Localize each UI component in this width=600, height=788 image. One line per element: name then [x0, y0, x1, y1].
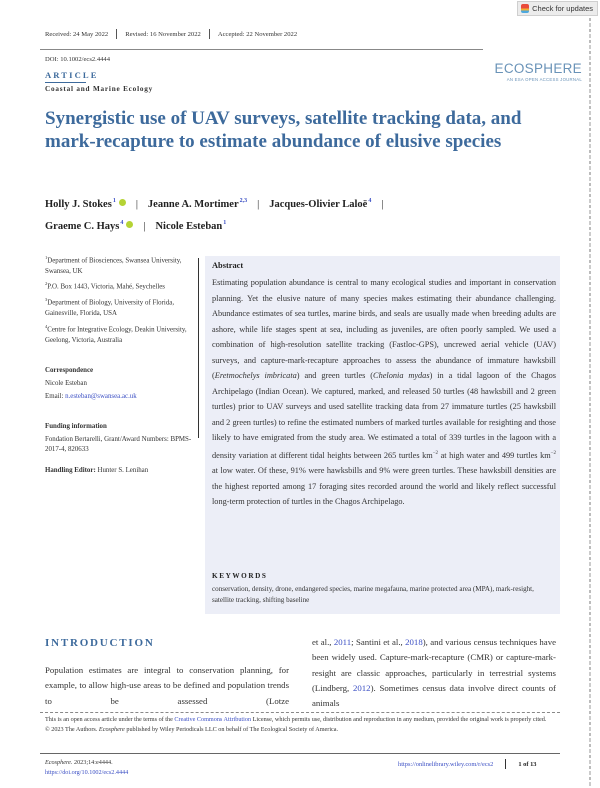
citation-link[interactable]: 2012: [352, 682, 371, 693]
affiliation-text: Department of Biology, University of Florida, Gainesville, Florida, USA: [45, 299, 175, 318]
abstract-text: [212, 275, 556, 510]
keywords-heading: KEYWORDS: [212, 572, 268, 580]
divider: [209, 29, 210, 39]
revised-date: Revised: 16 November 2022: [125, 30, 201, 38]
affiliation-marker[interactable]: 1: [112, 198, 116, 204]
copyright-line: [45, 725, 565, 735]
author-name: Jacques-Olivier Laloë: [269, 199, 368, 210]
affiliation-number: 4: [45, 323, 48, 329]
correspondence-heading: Correspondence: [45, 367, 94, 375]
author[interactable]: [148, 199, 247, 210]
species-name: Chelonia mydas: [373, 371, 430, 381]
affiliation: [45, 295, 200, 319]
correspondence-email-line: [45, 392, 200, 403]
affiliation: [45, 253, 200, 277]
affiliation-marker[interactable]: 2,3: [239, 198, 248, 204]
author-name: Holly J. Stokes: [45, 199, 112, 210]
author[interactable]: [269, 199, 371, 210]
orcid-icon[interactable]: [119, 199, 126, 206]
license-part: License, which permits use, distribution and reproduction in any medium, provided the original work is properly cited.: [251, 716, 547, 723]
article-dates: [45, 29, 297, 39]
journal-url-link[interactable]: https://onlinelibrary.wiley.com/r/ecs2: [398, 760, 494, 768]
affiliation-text: Centre for Integrative Ecology, Deakin University, Geelong, Victoria, Australia: [45, 326, 187, 344]
exponent: −2: [550, 451, 556, 457]
species-name: Eretmochelys imbricata: [214, 371, 297, 381]
journal-name: ECOSPHERE: [494, 61, 582, 76]
citation-link[interactable]: 2018: [405, 637, 423, 647]
exponent: −2: [432, 451, 439, 457]
keywords-text: conservation, density, drone, endangered species, marine megafauna, marine protected area (MPA), mark-resight, satellite tracking, shifting baseline: [212, 585, 534, 604]
affiliation-number: 2: [45, 281, 48, 287]
handling-editor-label: Handling Editor:: [45, 466, 96, 474]
article-info-column: [45, 253, 200, 479]
author[interactable]: [45, 199, 126, 210]
affiliation: [45, 279, 200, 293]
affiliation-text: P.O. Box 1443, Victoria, Mahé, Seychelles: [47, 283, 165, 291]
check-for-updates-button[interactable]: [517, 1, 598, 16]
citation-link[interactable]: 2011: [333, 637, 352, 647]
email-label: Email:: [45, 392, 66, 400]
copyright-journal: Ecosphere: [98, 726, 125, 733]
abstract-part: at low water. Of these, 91% were hawksbills and 9% were green turtles. These hawksbill densities are the highest reported among 17 foraging sites recorded around the world and likely reflect successful long-term protection of turtles in the Chagos Archipelago.: [212, 466, 556, 507]
license-part: This is an open access article under the terms of the: [45, 716, 175, 723]
affiliation-marker[interactable]: 1: [223, 220, 227, 226]
author-name: Graeme C. Hays: [45, 221, 120, 232]
intro-text: ). Sometimes census data involve direct counts of animals: [312, 682, 556, 709]
intro-text: ; Santini et al.,: [351, 637, 406, 647]
affiliation-marker[interactable]: 4: [368, 198, 372, 204]
header-rule: [40, 49, 483, 50]
citation-footer: [45, 758, 128, 777]
doi: DOI: 10.1002/ecs2.4444: [45, 56, 111, 63]
abstract-part: at high water and 499 turtles km: [438, 450, 551, 460]
author-list: [45, 192, 515, 236]
download-watermark-strip: [586, 18, 594, 788]
intro-text: et al.,: [312, 637, 334, 647]
copyright-part: © 2023 The Authors.: [45, 726, 99, 733]
introduction-right-column: [312, 635, 556, 711]
author-name: Jeanne A. Mortimer: [147, 199, 239, 210]
citation-journal: Ecosphere.: [45, 759, 73, 766]
license-line: [45, 715, 565, 725]
handling-editor: [45, 466, 200, 477]
abstract-part: ) in a tidal lagoon of the Chagos Archipelago (Indian Ocean). We captured, marked, and released 50 turtles (48 hawksbill and 2 green turtles) prior to UAV surveys and used satellite tracking data from 27 immature turtles (25 hawksbill and 2 green turtles) to refine the estimated numbers of marked turtles available for resighting and those likely to have emigrated from the study area. We estimated a total of 339 turtles in the lagoon with a density variation at different tidal heights between 265 turtles km: [212, 371, 557, 460]
doi-link[interactable]: https://doi.org/10.1002/ecs2.4444: [45, 768, 129, 776]
separator: |: [381, 199, 384, 210]
article-type: ARTICLE: [45, 70, 99, 80]
affiliation: [45, 322, 200, 346]
page-number: 1 of 13: [518, 760, 537, 768]
copyright-part: published by Wiley Periodicals LLC on behalf of The Ecological Society of America.: [124, 726, 339, 733]
abstract-part: Estimating population abundance is central to many ecological studies and important in conservation planning. Yet the elusive nature of many species makes estimating their abundance challenging. Abundance estimates of sea turtles, marine birds, and seals are usually made when breeding adults are ashore, while life stages spent at sea, including as juveniles, are often poorly sampled. We used a combination of high-resolution satellite tracking (Fastloc-GPS), uncrewed aerial vehicle (UAV) surveys, and capture-mark-recapture approaches to assess the abundance of immature hawksbill (: [212, 278, 556, 381]
affiliation-number: 1: [45, 255, 48, 260]
license-text: [45, 715, 565, 735]
crossmark-icon: [521, 4, 529, 13]
separator: |: [257, 199, 260, 210]
footnote-divider: [40, 712, 560, 713]
journal-logo: [462, 61, 582, 82]
footer-right: [398, 759, 536, 769]
funding-text: Fondation Bertarelli, Grant/Award Numbers: BPMS-2017-4, 820633: [45, 435, 192, 454]
handling-editor-name: Hunter S. Lenihan: [97, 466, 149, 474]
received-date: Received: 24 May 2022: [45, 30, 109, 38]
separator: |: [135, 199, 138, 210]
introduction-left-column: Population estimates are integral to conservation planning, for example, to allow high-use areas to be defined and population trends to be assessed (Lotze: [45, 665, 289, 706]
correspondence-name: Nicole Esteban: [45, 379, 87, 387]
orcid-icon[interactable]: [126, 221, 133, 228]
footer-rule: [40, 753, 560, 754]
affiliation-number: 3: [45, 297, 48, 303]
divider: [505, 759, 506, 769]
accepted-date: Accepted: 22 November 2022: [217, 30, 298, 38]
separator: |: [143, 221, 146, 232]
abstract-part: ) and green turtles (: [296, 371, 374, 381]
check-for-updates-label: Check for updates: [532, 4, 593, 13]
intro-text: ), and various census techniques have been widely used. Capture-mark-recapture (CMR) or capture-mark-resight are classic approaches, particularly in terrestrial systems (Lindberg,: [312, 637, 557, 693]
affiliation-marker[interactable]: 4: [120, 220, 124, 226]
funding-heading: Funding information: [45, 423, 107, 431]
author[interactable]: [155, 221, 226, 232]
article-type-underline: [45, 82, 86, 83]
affiliation-text: Department of Biosciences, Swansea University, Swansea, UK: [45, 257, 182, 275]
author[interactable]: [45, 221, 133, 232]
introduction-heading: INTRODUCTION: [45, 637, 155, 649]
divider: [116, 29, 117, 39]
citation-volume: 2023;14:e4444.: [72, 759, 113, 766]
article-title: Synergistic use of UAV surveys, satellite tracking data, and mark-recapture to estimate abundance of elusive species: [45, 108, 522, 152]
creative-commons-link[interactable]: Creative Commons Attribution: [174, 716, 252, 723]
journal-tagline: AN ESA OPEN ACCESS JOURNAL: [506, 77, 582, 82]
abstract-heading: Abstract: [212, 261, 244, 270]
author-name: Nicole Esteban: [155, 221, 223, 232]
article-section: Coastal and Marine Ecology: [45, 85, 154, 93]
email-link[interactable]: n.esteban@swansea.ac.uk: [65, 392, 137, 400]
column-divider: [198, 258, 199, 438]
citation: [45, 758, 128, 768]
